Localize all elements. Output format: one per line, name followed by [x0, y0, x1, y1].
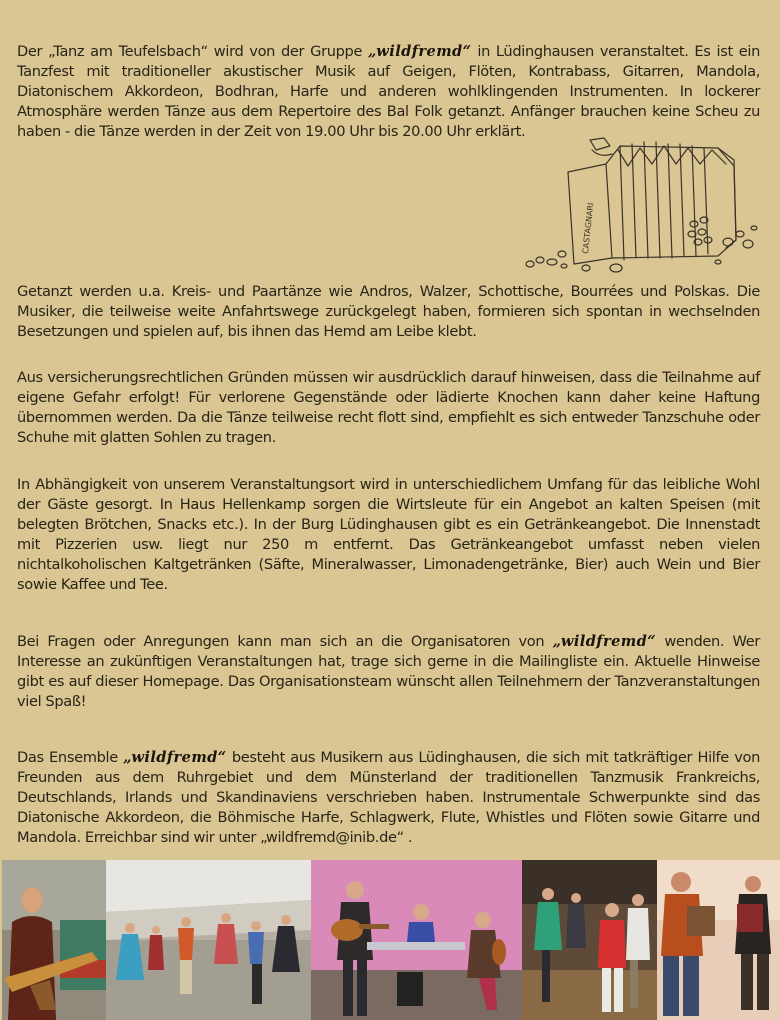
accordion-sketch-illustration: [522, 136, 762, 276]
ensemble-text-before: Das Ensemble: [17, 749, 124, 766]
photo-nyckelharpa-player: [0, 860, 106, 1020]
accordion-brand-label: CASTAGNARI: [581, 202, 596, 255]
ensemble-paragraph: [17, 748, 760, 848]
photo-strip: [0, 860, 780, 1020]
dances-paragraph: Getanzt werden u.a. Kreis- und Paartänze wie Andros, Walzer, Schottische, Bourrées und Polskas. Die Musiker, die teilweise weite Anfahrtswege zurückgelegt haben, formieren sich spontan in wechselnden Besetzungen und spielen auf, bis ihnen das Hemd am Leibe klebt.: [17, 283, 760, 340]
ensemble-text-after: besteht aus Musikern aus Lüdinghausen, die sich mit tatkräftiger Hilfe von Freunden aus dem Ruhrgebiet und dem Münsterland der traditionellen Tanzmusik Frankreichs, Deutschlands, Irlands und Skandinaviens verschrieben haben. Instrumentale Schwerpunkte sind das Diatonische Akkordeon, die Böhmische Harfe, Schlagwerk, Flute, Whistles und Flöten sowie Gitarre und Mandola. Erreichbar sind wir unter „wildfremd@inib.de“ .: [17, 749, 760, 846]
intro-text-before: Der „Tanz am Teufelsbach“ wird von der Gruppe: [17, 43, 369, 60]
contact-text-before: Bei Fragen oder Anregungen kann man sich an die Organisatoren von: [17, 633, 553, 650]
brand-name: „wildfremd“: [123, 749, 227, 766]
catering-paragraph: In Abhängigkeit von unserem Veranstaltungsort wird in unterschiedlichem Umfang für das leibliche Wohl der Gäste gesorgt. In Haus Hellenkamp sorgen die Wirtsleute für ein Angebot an kalten Speisen (mit belegten Brötchen, Snacks etc.). In der Burg Lüdinghausen gibt es ein Getränkeangebot. Die Innenstadt mit Pizzerien usw. liegt nur 250 m entfernt. Das Getränkeangebot umfasst neben vielen nichtalkoholischen Kaltgetränken (Säfte, Mineralwasser, Limonadengetränke, Bier) auch Wein und Bier sowie Kaffee und Tee.: [17, 476, 760, 593]
contact-paragraph: [17, 632, 760, 712]
brand-name: „wildfremd“: [552, 633, 656, 650]
intro-text-after: in Lüdinghausen veranstaltet. Es ist ein Tanzfest mit traditioneller akustischer Musik auf Geigen, Flöten, Kontrabass, Gitarren, Mandola, Diatonischem Akkordeon, Bodhran, Harfe und anderen wohlklingenden Instrumenten. In lockerer Atmosphäre werden Tänze aus dem Repertoire des Bal Folk getanzt. Anfänger brauchen keine Scheu zu haben - die Tänze werden in der Zeit von 19.00 Uhr bis 20.00 Uhr erklärt.: [17, 43, 760, 140]
brand-name: „wildfremd“: [368, 43, 472, 60]
photo-dancers-in-tent: [106, 860, 311, 1020]
insurance-paragraph: Aus versicherungsrechtlichen Gründen müssen wir ausdrücklich darauf hinweisen, dass die Teilnahme auf eigene Gefahr erfolgt! Für verlorene Gegenstände oder lädierte Knochen kann daher keine Haftung übernommen werden. Da die Tänze teilweise recht flott sind, empfiehlt es sich entweder Tanzschuhe oder Schuhe mit glatten Sohlen zu tragen.: [17, 369, 760, 446]
photo-dancing-couples: [522, 860, 657, 1020]
photo-band-playing-indoors: [311, 860, 522, 1020]
contact-text-after: wenden. Wer Interesse an zukünftigen Veranstaltungen hat, trage sich gerne in die Mailingliste ein. Aktuelle Hinweise gibt es auf dieser Homepage. Das Organisationsteam wünscht allen Teilnehmern der Tanzveranstaltungen viel Spaß!: [17, 633, 760, 710]
intro-paragraph: [17, 42, 760, 142]
photo-accordion-players: [657, 860, 780, 1020]
